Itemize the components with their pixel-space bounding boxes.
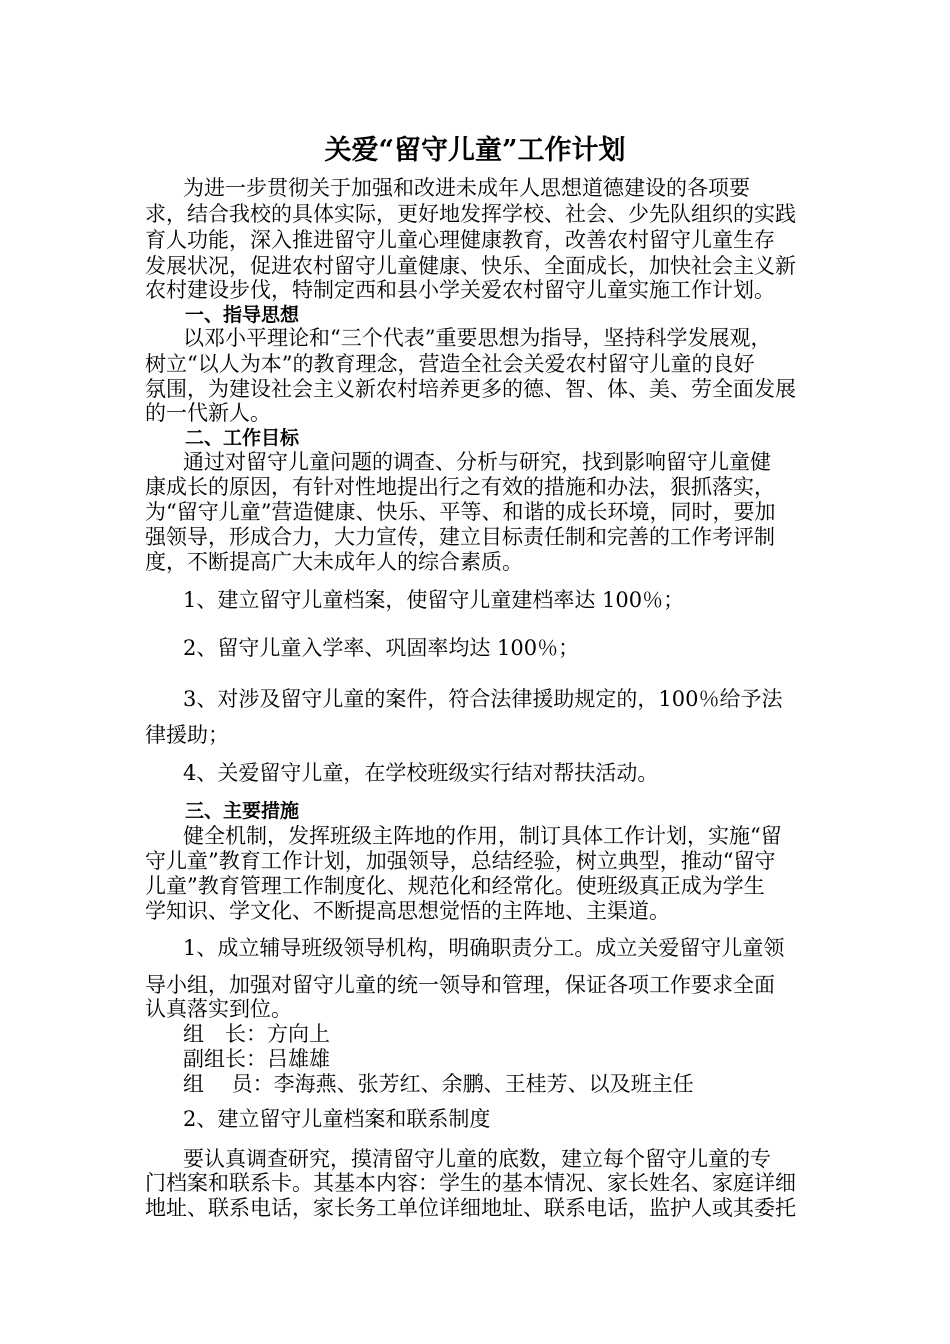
section2-line-1: 通过对留守儿童问题的调查、分析与研究，找到影响留守儿童健 — [183, 450, 771, 474]
section2-line-4: 强领导，形成合力，大力宣传，建立目标责任制和完善的工作考评制 — [145, 525, 775, 549]
section1-line-4: 的一代新人。 — [145, 401, 271, 425]
document-title: 关爱“留守儿童”工作计划 — [324, 135, 626, 166]
measure-1-line-2: 导小组，加强对留守儿童的统一领导和管理，保证各项工作要求全面 — [145, 973, 775, 997]
section2-line-3: 为“留守儿童”营造健康、快乐、平等、和谐的成长环境，同时，要加 — [145, 500, 776, 524]
section-heading-work-goals: 二、工作目标 — [185, 427, 300, 449]
section-heading-guiding-ideology: 一、指导思想 — [185, 304, 300, 326]
section2-line-5: 度，不断提高广大未成年人的综合素质。 — [145, 550, 523, 574]
section1-line-3: 氛围，为建设社会主义新农村培养更多的德、智、体、美、劳全面发展 — [145, 377, 796, 401]
measure-2-line-2: 门档案和联系卡。其基本内容：学生的基本情况、家长姓名、家庭详细 — [145, 1171, 796, 1195]
goal-3-line-2: 律援助； — [145, 723, 229, 747]
section2-line-2: 康成长的原因，有针对性地提出行之有效的措施和办法，狠抓落实， — [145, 475, 775, 499]
section1-line-1: 以邓小平理论和“三个代表”重要思想为指导，坚持科学发展观， — [183, 326, 772, 350]
intro-line-2: 求，结合我校的具体实际，更好地发挥学校、社会、少先队组织的实践 — [145, 202, 796, 226]
measure-1-line-1: 1、成立辅导班级领导机构，明确职责分工。成立关爱留守儿童领 — [183, 936, 785, 960]
intro-line-1: 为进一步贯彻关于加强和改进未成年人思想道德建设的各项要 — [183, 176, 750, 200]
team-members: 组 员：李海燕、张芳红、余鹏、王桂芳、以及班主任 — [183, 1072, 694, 1096]
section3-line-3: 儿童”教育管理工作制度化、规范化和经常化。使班级真正成为学生 — [145, 874, 765, 898]
measure-2-heading: 2、建立留守儿童档案和联系制度 — [183, 1107, 491, 1131]
section3-line-1: 健全机制，发挥班级主阵地的作用，制订具体工作计划，实施“留 — [183, 824, 782, 848]
measure-1-line-3: 认真落实到位。 — [145, 997, 292, 1021]
section3-line-2: 守儿童”教育工作计划，加强领导，总结经验，树立典型，推动“留守 — [145, 849, 776, 873]
goal-1: 1、建立留守儿童档案，使留守儿童建档率达 100％； — [183, 588, 685, 612]
goal-4: 4、关爱留守儿童，在学校班级实行结对帮扶活动。 — [183, 761, 659, 785]
intro-line-4: 发展状况，促进农村留守儿童健康、快乐、全面成长，加快社会主义新 — [145, 254, 796, 278]
section3-line-4: 学知识、学文化、不断提高思想觉悟的主阵地、主渠道。 — [145, 899, 670, 923]
goal-2: 2、留守儿童入学率、巩固率均达 100％； — [183, 636, 580, 660]
team-deputy-leader: 副组长：吕雄雄 — [183, 1047, 330, 1071]
goal-3-line-1: 3、对涉及留守儿童的案件，符合法律援助规定的，100％给予法 — [183, 687, 783, 711]
team-leader: 组 长：方向上 — [183, 1022, 330, 1046]
measure-2-line-1: 要认真调查研究，摸清留守儿童的底数，建立每个留守儿童的专 — [183, 1147, 771, 1171]
section1-line-2: 树立“以人为本”的教育理念，营造全社会关爱农村留守儿童的良好 — [145, 352, 755, 376]
intro-line-5: 农村建设步伐，特制定西和县小学关爱农村留守儿童实施工作计划。 — [145, 278, 775, 302]
intro-line-3: 育人功能，深入推进留守儿童心理健康教育，改善农村留守儿童生存 — [145, 228, 775, 252]
measure-2-line-3: 地址、联系电话，家长务工单位详细地址、联系电话，监护人或其委托 — [145, 1196, 796, 1220]
section-heading-main-measures: 三、主要措施 — [185, 800, 300, 822]
